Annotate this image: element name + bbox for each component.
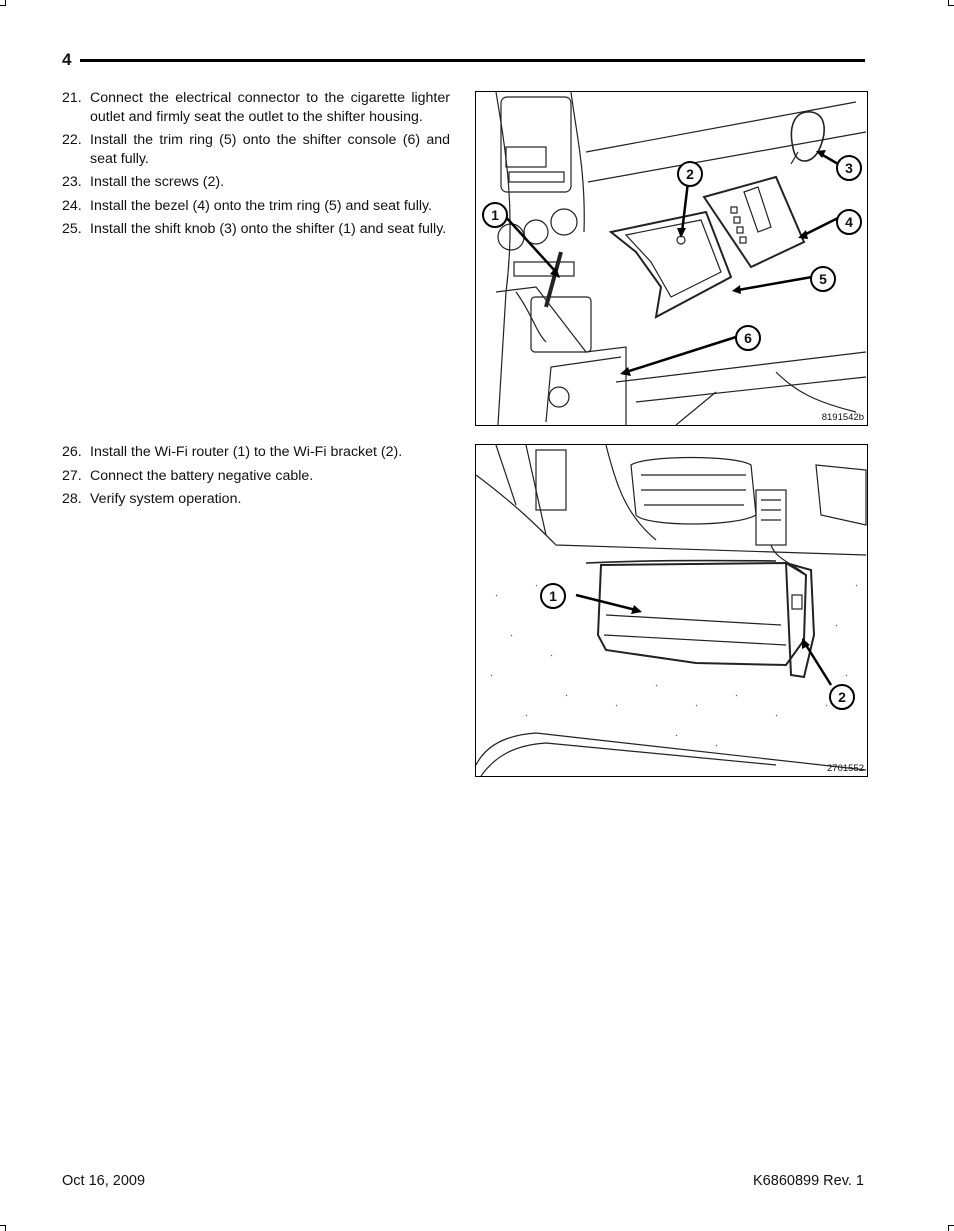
step-number: 26. (62, 444, 82, 460)
crop-mark-top-left (0, 0, 6, 6)
callout-3: 3 (836, 155, 862, 181)
step-text: Connect the battery negative cable. (90, 467, 314, 484)
step-text: Install the Wi-Fi router (1) to the Wi-Fi bracket (2). (90, 444, 403, 460)
step-number: 28. (62, 491, 82, 507)
step-item (62, 131, 450, 168)
page-number: 4 (62, 50, 72, 69)
callout-2: 2 (677, 161, 703, 187)
shifter-console-illustration (475, 91, 868, 426)
header-rule (80, 59, 865, 62)
callout-2: 2 (829, 684, 855, 710)
footer-date: Oct 16, 2009 (62, 1173, 146, 1189)
wifi-router-illustration (475, 444, 868, 777)
step-item (62, 89, 450, 126)
instruction-list-1 (62, 89, 450, 244)
step-text: Install the bezel (4) onto the trim ring (5) and seat fully. (90, 197, 432, 214)
crop-mark-bottom-left (0, 1225, 6, 1231)
step-text: Install the trim ring (5) onto the shifter console (6) and seat fully. (90, 132, 450, 167)
step-item (62, 443, 450, 462)
step-number: 27. (62, 467, 82, 484)
step-number: 24. (62, 197, 82, 214)
callout-6: 6 (735, 325, 761, 351)
step-number: 25. (62, 221, 82, 237)
step-text: Verify system operation. (90, 491, 242, 507)
footer-document-number: K6860899 Rev. 1 (753, 1173, 864, 1189)
step-text: Install the shift knob (3) onto the shifter (1) and seat fully. (90, 221, 447, 237)
callout-4: 4 (836, 209, 862, 235)
shifter-console-drawing (476, 92, 867, 425)
step-item (62, 173, 450, 192)
step-item (62, 197, 450, 216)
step-item (62, 467, 450, 486)
step-item (62, 490, 450, 509)
wifi-router-drawing (476, 445, 867, 776)
step-text: Install the screws (2). (90, 174, 225, 190)
callout-5: 5 (810, 266, 836, 292)
figure-id: 2701552 (827, 763, 864, 774)
crop-mark-top-right (948, 0, 954, 6)
crop-mark-bottom-right (948, 1225, 954, 1231)
figure-id: 8191542b (821, 412, 864, 423)
step-item (62, 220, 450, 239)
step-number: 21. (62, 90, 82, 106)
instruction-list-2 (62, 443, 450, 514)
callout-1: 1 (482, 202, 508, 228)
step-number: 22. (62, 132, 82, 148)
callout-1: 1 (540, 583, 566, 609)
step-number: 23. (62, 174, 82, 190)
step-text: Connect the electrical connector to the cigarette lighter outlet and firmly seat the outlet to the shifter housing. (90, 90, 450, 125)
